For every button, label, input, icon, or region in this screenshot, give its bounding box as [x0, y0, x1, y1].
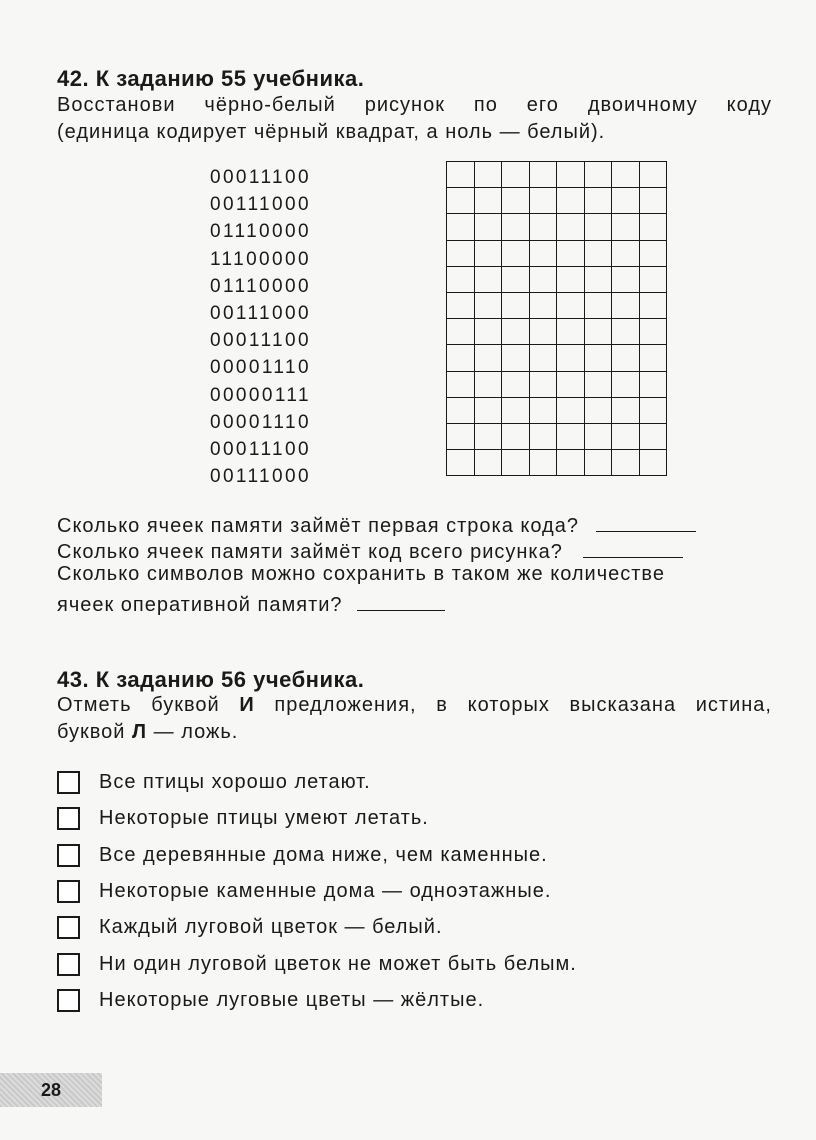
question-3-text: ячеек оперативной памяти? — [57, 594, 343, 616]
grid-cell[interactable] — [612, 319, 640, 345]
letter-i: И — [239, 694, 255, 716]
question-3-line-1: Сколько символов можно сохранить в таком же количестве — [57, 563, 665, 585]
answer-checkbox[interactable] — [57, 989, 80, 1012]
grid-row — [447, 292, 667, 318]
exercise-42-instruction-line-2: (единица кодирует чёрный квадрат, а ноль — белый). — [57, 121, 606, 143]
grid-cell[interactable] — [639, 450, 667, 476]
statement-row — [57, 985, 484, 1015]
grid-cell[interactable] — [447, 214, 475, 240]
intro-text: предложения, в которых высказана истина, — [254, 694, 772, 716]
grid-cell[interactable] — [584, 292, 612, 318]
page-number: 28 — [0, 1073, 102, 1107]
code-row: 00011100 — [210, 330, 311, 352]
grid-cell[interactable] — [639, 371, 667, 397]
grid-cell[interactable] — [474, 319, 502, 345]
statement-text: Некоторые птицы умеют летать. — [99, 806, 429, 829]
grid-cell[interactable] — [639, 214, 667, 240]
grid-cell[interactable] — [557, 371, 585, 397]
grid-cell[interactable] — [447, 423, 475, 449]
answer-checkbox[interactable] — [57, 953, 80, 976]
grid-row — [447, 266, 667, 292]
grid-cell[interactable] — [447, 162, 475, 188]
grid-cell[interactable] — [557, 345, 585, 371]
question-2 — [57, 537, 683, 564]
grid-cell[interactable] — [584, 345, 612, 371]
grid-cell[interactable] — [502, 450, 530, 476]
grid-cell[interactable] — [639, 423, 667, 449]
exercise-43-title: 43. К заданию 56 учебника. — [57, 667, 365, 692]
grid-cell[interactable] — [447, 292, 475, 318]
grid-cell[interactable] — [639, 162, 667, 188]
grid-cell[interactable] — [502, 162, 530, 188]
grid-cell[interactable] — [529, 319, 557, 345]
grid-cell[interactable] — [584, 450, 612, 476]
grid-row — [447, 345, 667, 371]
grid-cell[interactable] — [502, 266, 530, 292]
grid-cell[interactable] — [584, 423, 612, 449]
grid-cell[interactable] — [639, 319, 667, 345]
question-3-line-2 — [57, 590, 445, 617]
statement-text: Все деревянные дома ниже, чем каменные. — [99, 843, 548, 866]
code-row: 00111000 — [210, 466, 311, 488]
grid-cell[interactable] — [502, 371, 530, 397]
grid-cell[interactable] — [447, 397, 475, 423]
code-row: 00111000 — [210, 302, 311, 324]
grid-cell[interactable] — [474, 266, 502, 292]
grid-cell[interactable] — [447, 266, 475, 292]
statement-text: Некоторые каменные дома — одноэтажные. — [99, 879, 552, 902]
grid-cell[interactable] — [584, 214, 612, 240]
grid-cell[interactable] — [529, 397, 557, 423]
statement-row — [57, 767, 371, 797]
grid-row — [447, 397, 667, 423]
grid-cell[interactable] — [502, 423, 530, 449]
binary-code-list — [210, 164, 311, 490]
question-2-text: Сколько ячеек памяти займёт код всего рисунка? — [57, 541, 563, 563]
grid-cell[interactable] — [557, 423, 585, 449]
grid-cell[interactable] — [529, 188, 557, 214]
grid-row — [447, 371, 667, 397]
question-1-text: Сколько ячеек памяти займёт первая строка кода? — [57, 515, 579, 537]
grid-cell[interactable] — [474, 345, 502, 371]
grid-cell[interactable] — [639, 292, 667, 318]
grid-cell[interactable] — [584, 266, 612, 292]
grid-cell[interactable] — [557, 319, 585, 345]
grid-cell[interactable] — [612, 345, 640, 371]
code-row: 11100000 — [210, 248, 311, 270]
exercise-43-instruction-line-1 — [57, 692, 772, 719]
drawing-grid[interactable] — [446, 161, 667, 476]
code-row: 01110000 — [210, 275, 311, 297]
intro-text: Отметь буквой — [57, 694, 240, 716]
answer-checkbox[interactable] — [57, 880, 80, 903]
grid-cell[interactable] — [612, 292, 640, 318]
grid-cell[interactable] — [584, 162, 612, 188]
question-1 — [57, 511, 696, 538]
statement-row — [57, 912, 443, 942]
grid-cell[interactable] — [584, 319, 612, 345]
intro-text: — ложь. — [147, 721, 239, 743]
statement-row — [57, 876, 551, 906]
answer-checkbox[interactable] — [57, 844, 80, 867]
grid-cell[interactable] — [612, 240, 640, 266]
grid-cell[interactable] — [557, 162, 585, 188]
grid-cell[interactable] — [474, 423, 502, 449]
answer-checkbox[interactable] — [57, 807, 80, 830]
grid-cell[interactable] — [557, 397, 585, 423]
grid-cell[interactable] — [557, 266, 585, 292]
grid-cell[interactable] — [529, 345, 557, 371]
grid-cell[interactable] — [557, 188, 585, 214]
grid-cell[interactable] — [529, 266, 557, 292]
answer-blank-2[interactable] — [583, 537, 683, 558]
grid-cell[interactable] — [447, 371, 475, 397]
answer-checkbox[interactable] — [57, 771, 80, 794]
grid-cell[interactable] — [474, 162, 502, 188]
grid-cell[interactable] — [474, 188, 502, 214]
statement-text: Каждый луговой цветок — белый. — [99, 915, 443, 938]
grid-cell[interactable] — [612, 266, 640, 292]
statement-text: Ни один луговой цветок не может быть белым. — [99, 952, 577, 975]
grid-cell[interactable] — [502, 345, 530, 371]
grid-cell[interactable] — [557, 292, 585, 318]
exercise-42-title: 42. К заданию 55 учебника. — [57, 66, 365, 91]
exercise-42-instruction-line-1: Восстанови чёрно-белый рисунок по его двоичному коду — [57, 94, 772, 116]
grid-cell[interactable] — [612, 214, 640, 240]
code-row: 00011100 — [210, 438, 311, 460]
grid-cell[interactable] — [584, 397, 612, 423]
grid-row — [447, 214, 667, 240]
grid-cell[interactable] — [612, 371, 640, 397]
code-row: 01110000 — [210, 221, 311, 243]
grid-cell[interactable] — [447, 345, 475, 371]
grid-cell[interactable] — [474, 214, 502, 240]
grid-row — [447, 450, 667, 476]
grid-cell[interactable] — [639, 345, 667, 371]
grid-cell[interactable] — [474, 240, 502, 266]
grid-cell[interactable] — [447, 188, 475, 214]
grid-cell[interactable] — [502, 240, 530, 266]
answer-blank-1[interactable] — [596, 511, 696, 532]
grid-cell[interactable] — [502, 319, 530, 345]
grid-row — [447, 240, 667, 266]
grid-cell[interactable] — [584, 240, 612, 266]
grid-cell[interactable] — [502, 292, 530, 318]
grid-cell[interactable] — [529, 214, 557, 240]
code-row: 00001110 — [210, 411, 311, 433]
intro-text: буквой — [57, 721, 133, 743]
grid-cell[interactable] — [612, 450, 640, 476]
statement-row — [57, 803, 429, 833]
statement-text: Все птицы хорошо летают. — [99, 770, 371, 793]
grid-cell[interactable] — [529, 371, 557, 397]
grid-cell[interactable] — [447, 450, 475, 476]
grid-cell[interactable] — [502, 188, 530, 214]
answer-checkbox[interactable] — [57, 916, 80, 939]
letter-l: Л — [132, 721, 148, 743]
grid-cell[interactable] — [474, 371, 502, 397]
grid-cell[interactable] — [557, 240, 585, 266]
exercise-43-instruction-line-2 — [57, 719, 772, 746]
grid-cell[interactable] — [529, 423, 557, 449]
code-row: 00111000 — [210, 194, 311, 216]
grid-cell[interactable] — [502, 214, 530, 240]
grid-cell[interactable] — [447, 240, 475, 266]
grid-cell[interactable] — [584, 371, 612, 397]
grid-cell[interactable] — [612, 188, 640, 214]
grid-row — [447, 188, 667, 214]
grid-cell[interactable] — [639, 188, 667, 214]
code-row: 00000111 — [210, 384, 311, 406]
grid-row — [447, 319, 667, 345]
grid-row — [447, 423, 667, 449]
grid-cell[interactable] — [557, 450, 585, 476]
grid-cell[interactable] — [529, 292, 557, 318]
grid-cell[interactable] — [612, 423, 640, 449]
grid-cell[interactable] — [639, 397, 667, 423]
code-row: 00011100 — [210, 167, 311, 188]
statement-row — [57, 949, 577, 979]
grid-cell[interactable] — [639, 266, 667, 292]
grid-cell[interactable] — [529, 450, 557, 476]
grid-cell[interactable] — [502, 397, 530, 423]
code-row: 00001110 — [210, 357, 311, 379]
answer-blank-3[interactable] — [357, 590, 445, 611]
grid-cell[interactable] — [612, 162, 640, 188]
grid-cell[interactable] — [474, 450, 502, 476]
statement-row — [57, 840, 548, 870]
grid-cell[interactable] — [474, 397, 502, 423]
grid-cell[interactable] — [557, 214, 585, 240]
grid-cell[interactable] — [529, 240, 557, 266]
grid-cell[interactable] — [639, 240, 667, 266]
grid-cell[interactable] — [584, 188, 612, 214]
grid-cell[interactable] — [447, 319, 475, 345]
statement-text: Некоторые луговые цветы — жёлтые. — [99, 988, 485, 1011]
grid-cell[interactable] — [529, 162, 557, 188]
grid-cell[interactable] — [474, 292, 502, 318]
grid-row — [447, 162, 667, 188]
grid-cell[interactable] — [612, 397, 640, 423]
